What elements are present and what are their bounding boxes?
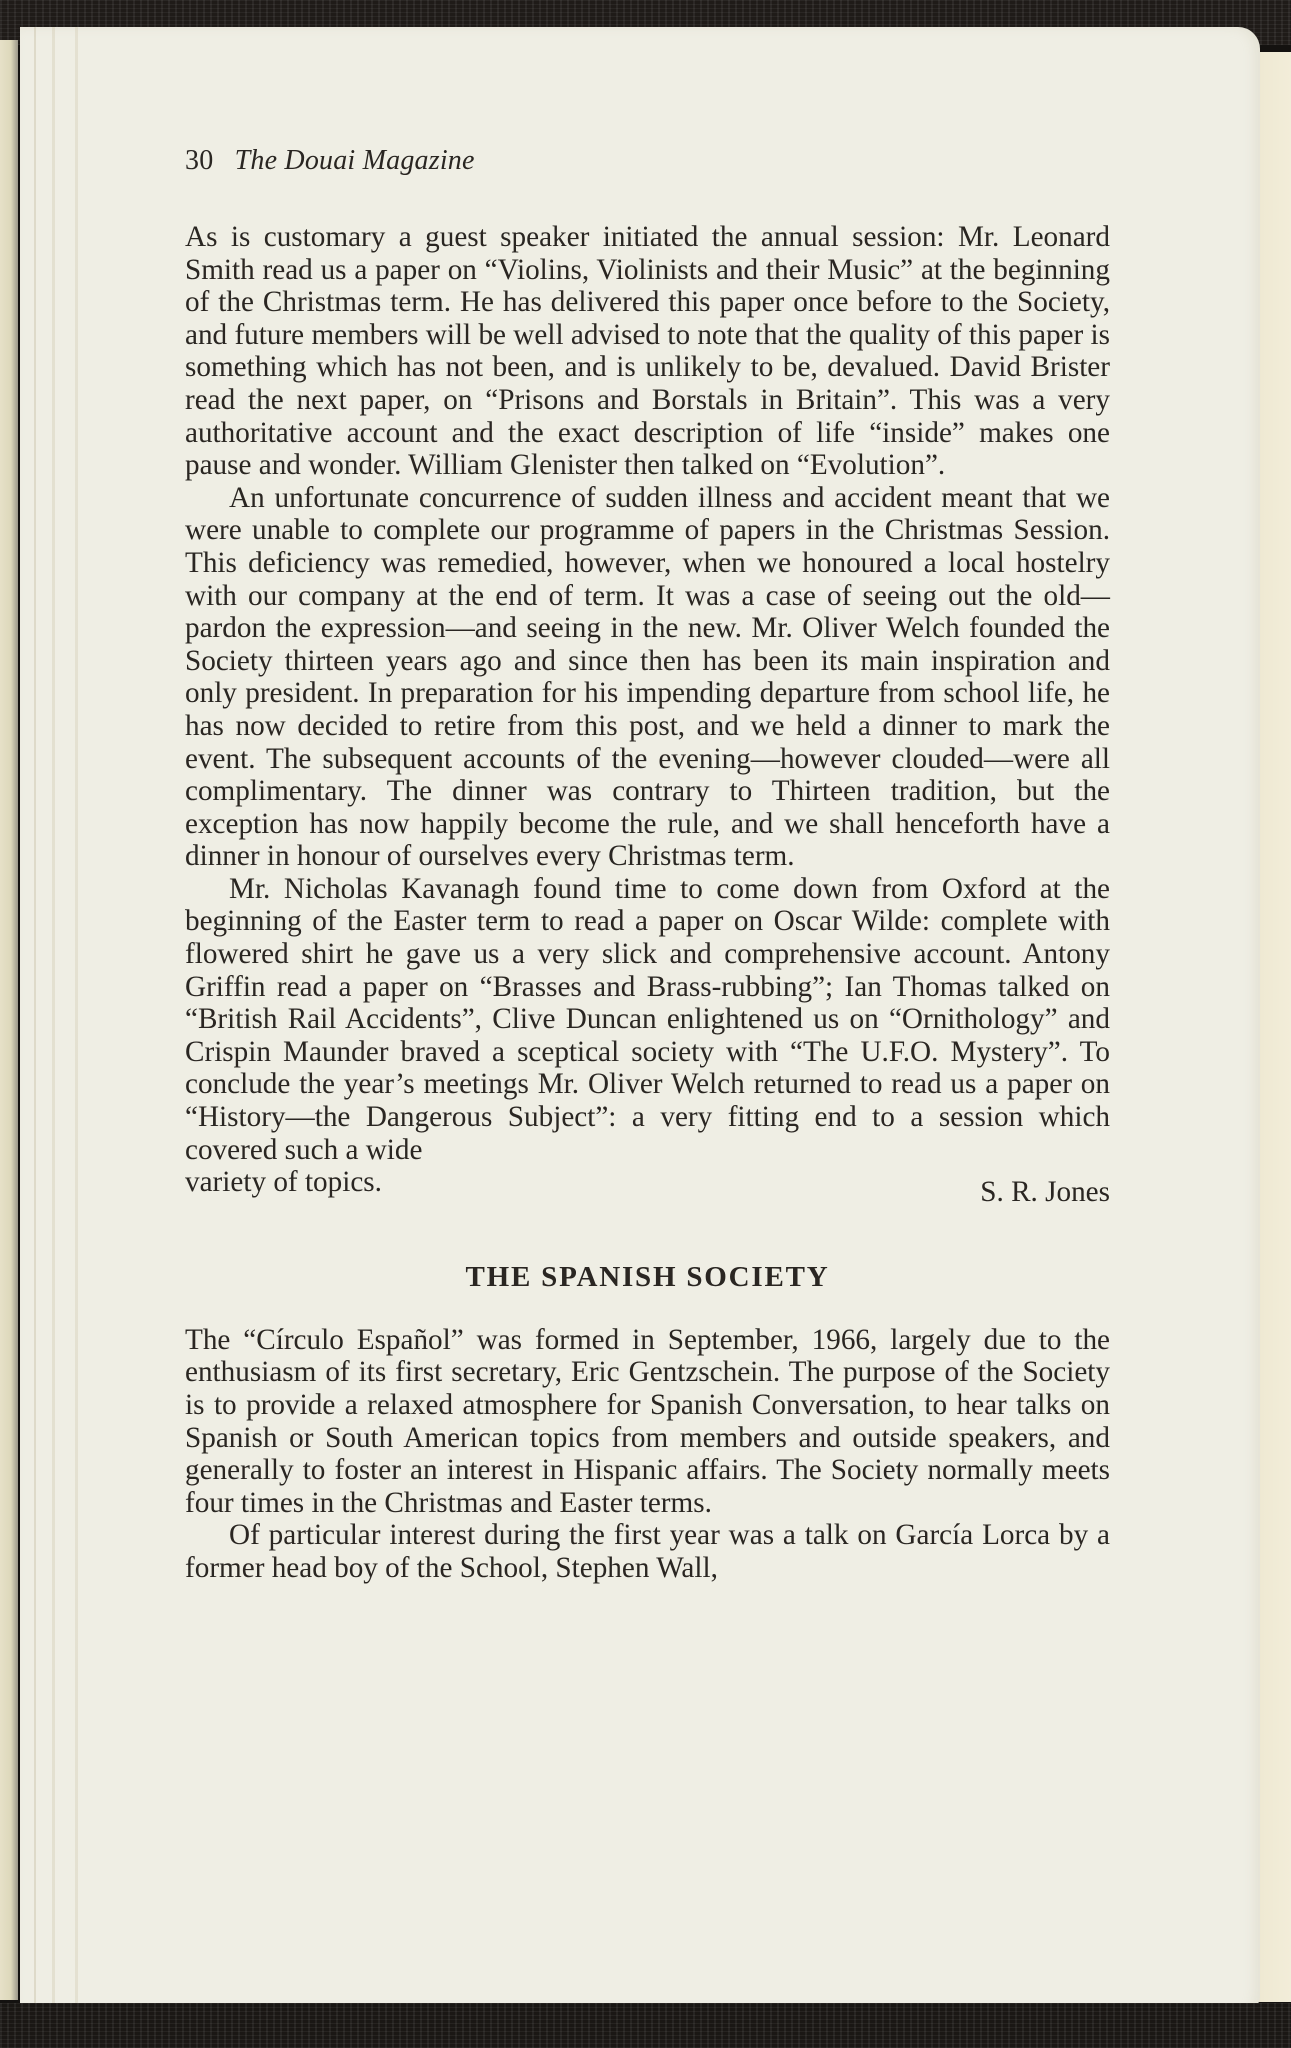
paragraph: An unfortunate concurrence of sudden illness and accident meant that we were unable to complete our programme of papers in the Christmas Session. This deficiency was remedied, however, when we honoured a local hostelry with our company at the end of term. It was a case of seeing out the old—pardon the expression—and seeing in the new. Mr. Oliver Welch founded the Society thirteen years ago and since then has been its main inspiration and only president. In preparation for his impending departure from school life, he has now decided to retire from this post, and we held a dinner to mark the event. The subsequent accounts of the evening—however clouded—were all complimentary. The dinner was contrary to Thirteen tradition, but the exception has now happily become the rule, and we shall henceforth have a dinner in honour of ourselves every Christmas term.	[185, 481, 1110, 873]
binding-gutter	[20, 27, 90, 2017]
paragraph: Mr. Nicholas Kavanagh found time to come down from Oxford at the beginning of the Easter term to read a paper on Oscar Wilde: complete with flowered shirt he gave us a very slick and comprehensive account. Antony Griffin read a paper on “Brasses and Brass-rubbing”; Ian Thomas talked on “British Rail Accidents”, Clive Duncan enlightened us on “Ornithology” and Crispin Maunder braved a sceptical society with “The U.F.O. Mystery”. To conclude the year’s meetings Mr. Oliver Welch returned to read us a paper on “History—the Dangerous Subject”: a very fitting end to a session which covered such a wide	[185, 872, 1110, 1166]
paragraph: The “Círculo Español” was formed in September, 1966, largely due to the enthusiasm of its first secretary, Eric Gentzschein. The purpose of the Society is to provide a relaxed atmosphere for Spanish Conversation, to hear talks on Spanish or South American topics from members and outside speakers, and generally to foster an interest in Hispanic affairs. The Society normally meets four times in the Christmas and Easter terms.	[185, 1323, 1110, 1519]
book-cover-bottom-edge	[0, 2003, 1291, 2048]
paragraph: As is customary a guest speaker initiated the annual session: Mr. Leonard Smith read us a paper on “Violins, Violinists and their Music” at the beginning of the Christmas term. He has delivered this paper once before to the Society, and future members will be well advised to note that the quality of this paper is something which has not been, and is unlikely to be, devalued. David Brister read the next paper, on “Prisons and Borstals in Britain”. This was a very authoritative account and the exact description of life “inside” makes one pause and wonder. William Glenister then talked on “Evolution”.	[185, 221, 1110, 482]
facing-page-edge	[0, 40, 18, 2000]
paragraph-final-line: variety of topics.	[185, 1166, 382, 1199]
page-number: 30	[185, 145, 214, 176]
section-heading: THE SPANISH SOCIETY	[465, 1260, 830, 1293]
running-head	[185, 145, 1110, 185]
author-signature: S. R. Jones	[980, 1176, 1110, 1209]
closing-line	[185, 1166, 1110, 1209]
publication-title: The Douai Magazine	[234, 145, 475, 176]
page-text	[185, 145, 1110, 1585]
paragraph: Of particular interest during the first year was a talk on García Lorca by a former head boy of the School, Stephen Wall,	[185, 1519, 1110, 1584]
article-spanish-society	[185, 1261, 1110, 1585]
article-debating-society-report	[185, 221, 1110, 1209]
